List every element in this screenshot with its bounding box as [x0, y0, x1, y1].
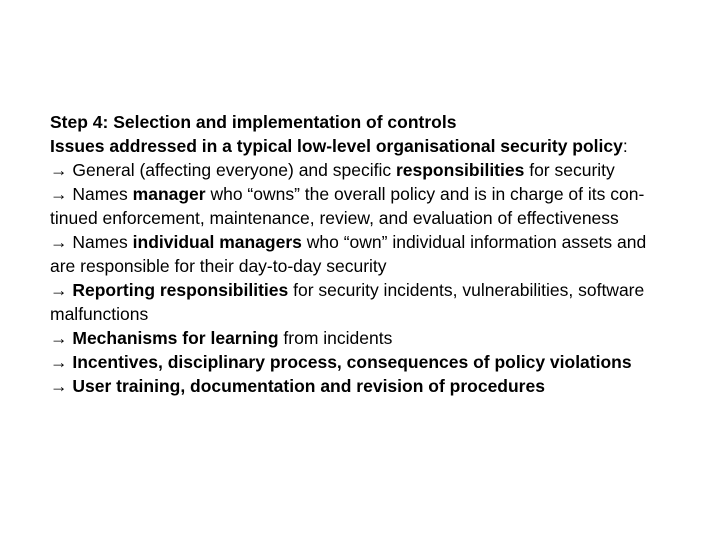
bullet-item: [50, 326, 670, 350]
bullet-text: Names: [67, 232, 133, 252]
bullet-text: from incidents: [278, 328, 393, 348]
bullet-text: Names: [67, 184, 133, 204]
intro-bold: Issues addressed in a typical low-level organisational security policy: [50, 136, 623, 156]
bullet-text: who “owns” the overall policy and is in charge of its con-tinued enforcement, maintenance, review, and evaluation of effectiveness: [50, 184, 645, 228]
bullet-emphasis: manager: [132, 184, 206, 204]
bullet-emphasis: responsibilities: [395, 160, 525, 180]
slide-content: [50, 110, 670, 398]
arrow-icon: →: [50, 376, 68, 396]
bullet-item: [50, 374, 670, 398]
slide-heading: Step 4: Selection and implementation of controls: [50, 112, 457, 132]
arrow-icon: →: [50, 352, 68, 372]
arrow-icon: →: [50, 184, 68, 204]
bullet-text: who “own” individual information assets and are responsible for their day-to-day security: [50, 232, 647, 276]
bullet-text: for security: [524, 160, 615, 180]
bullet-item: [50, 278, 670, 326]
arrow-icon: →: [50, 328, 68, 348]
bullet-text: General (affecting everyone) and specific: [67, 160, 396, 180]
bullet-item: [50, 230, 670, 278]
bullet-emphasis: Reporting responsibilities: [72, 280, 289, 300]
bullet-item: [50, 182, 670, 230]
bullet-emphasis: individual managers: [132, 232, 302, 252]
bullet-emphasis: Incentives, disciplinary process, consequences of policy violations: [72, 352, 632, 372]
bullet-emphasis: User training, documentation and revision of procedures: [72, 376, 545, 396]
bullet-emphasis: Mechanisms for learning: [72, 328, 279, 348]
slide-intro: [50, 134, 670, 158]
bullet-item: [50, 158, 670, 182]
bullet-item: [50, 350, 670, 374]
arrow-icon: →: [50, 280, 68, 300]
intro-tail: :: [622, 136, 628, 156]
bullet-text: for security incidents, vulnerabilities, software malfunctions: [50, 280, 645, 324]
arrow-icon: →: [50, 232, 68, 252]
arrow-icon: →: [50, 160, 68, 180]
